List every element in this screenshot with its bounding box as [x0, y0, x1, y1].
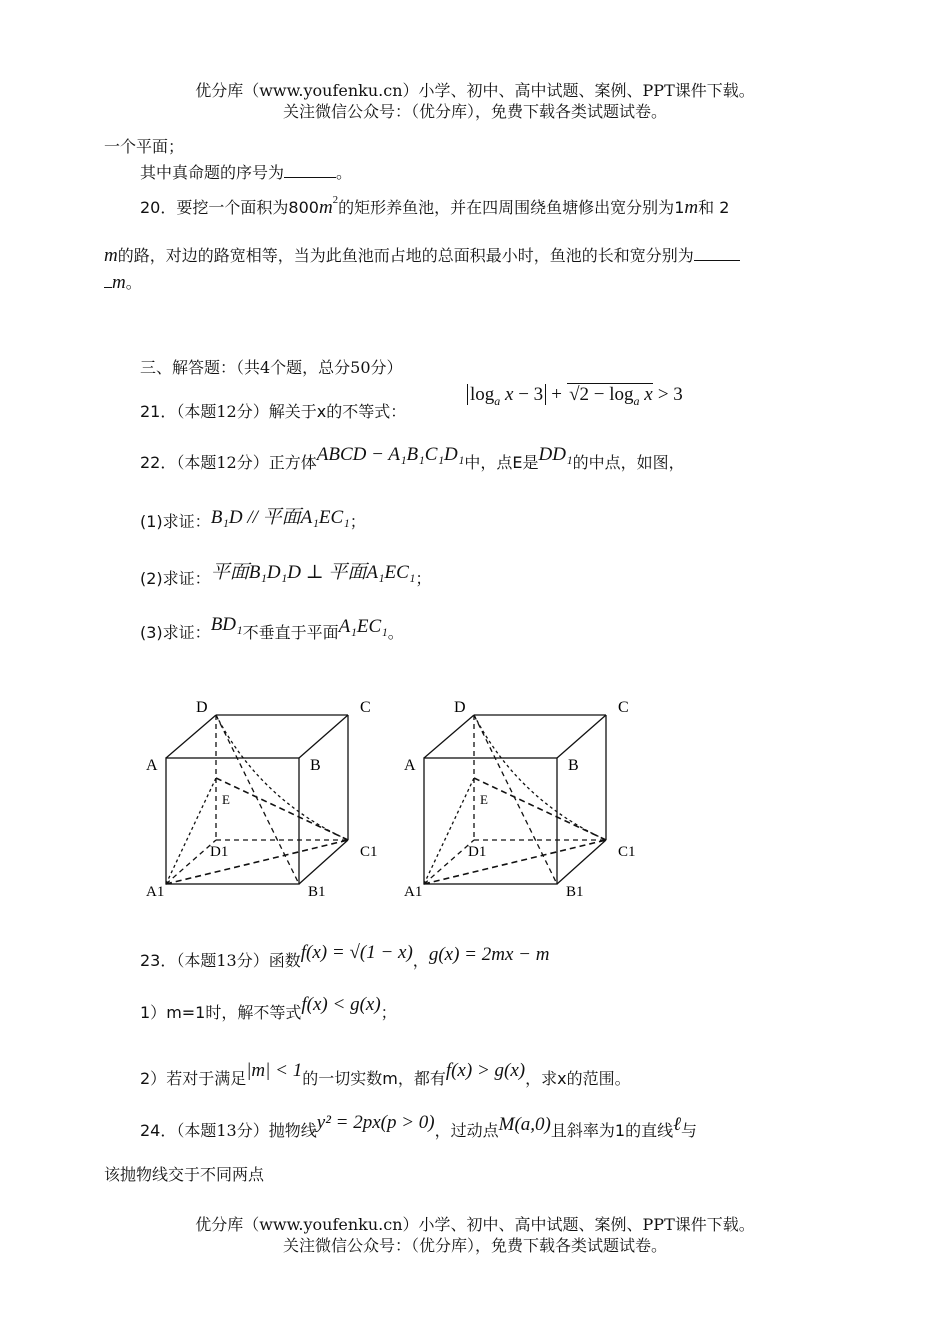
label-C: C	[618, 699, 629, 716]
q21-minus3: − 3	[518, 384, 544, 405]
q22-part3	[140, 614, 404, 644]
page-footer-line2: 关注微信公众号：（优分库），免费下载各类试题试卷。	[282, 1236, 667, 1255]
label-D: D	[196, 699, 208, 716]
q22-p1-label: (1)	[140, 512, 163, 531]
q23-stem	[140, 942, 550, 972]
q20-text4: 的路，对边的路宽相等，当为此鱼池而占地的总面积最小时，鱼池的长和宽分别为	[117, 246, 694, 265]
q19-prompt: 其中真命题的序号为	[140, 163, 285, 182]
label-D: D	[454, 699, 466, 716]
cube-drawing	[166, 715, 348, 884]
q24-text1: 抛物线	[268, 1121, 317, 1140]
label-D1: D1	[210, 844, 229, 860]
q20-unit-m4: m	[112, 272, 126, 293]
q23-p2-text4: ，求	[525, 1069, 558, 1088]
q23-p2-m: m	[382, 1069, 398, 1088]
q24-text2: ，过动点	[434, 1121, 499, 1140]
q20-answer-blank[interactable]	[694, 246, 740, 261]
label-C1: C1	[618, 844, 636, 860]
q24-text5: 与	[681, 1121, 698, 1140]
q21-text: 解关于	[268, 402, 317, 421]
q23-p2-text1: 若对于满足	[166, 1069, 247, 1088]
q23-p1-end: ；	[380, 1003, 397, 1022]
q20-width2: 2	[719, 198, 730, 217]
q22-p2-end: ；	[415, 569, 432, 588]
q22-cube: ABCD − A₁B₁C₁D₁	[316, 444, 465, 465]
q22-stem	[140, 444, 685, 474]
q22-text2: 中，点	[464, 453, 513, 472]
q22-p3-label: (3)	[140, 623, 163, 642]
q21-root: 2 − log	[579, 384, 634, 405]
q23-p2-text3: ，都有	[397, 1069, 446, 1088]
q23-p2-cond: |m| < 1	[246, 1060, 303, 1081]
q23-score: （本题13分）	[176, 951, 269, 970]
q24-parabola: y² = 2px(p > 0)	[316, 1112, 435, 1133]
label-D1: D1	[468, 844, 487, 860]
label-E: E	[480, 792, 488, 807]
cube-drawing	[424, 715, 606, 884]
q20-text5: 。	[125, 273, 142, 292]
q21-abs	[467, 384, 546, 408]
q23-comma: ，	[412, 951, 429, 970]
q22-p3-text: 求证：	[162, 623, 211, 642]
label-E: E	[222, 792, 230, 807]
label-B1: B1	[566, 884, 584, 900]
q20-area: 800	[288, 198, 319, 217]
q20-line3	[104, 270, 142, 294]
section-3-title: 三、解答题：（共4个题，总分50分）	[140, 358, 403, 377]
q21-var: x	[316, 402, 327, 421]
q21-x2: x	[644, 384, 653, 405]
q20-width1: 1	[674, 198, 685, 217]
q21-formula	[467, 384, 683, 409]
page-header-line2: 关注微信公众号：（优分库），免费下载各类试题试卷。	[282, 102, 667, 121]
q22-p3-math1: BD₁	[210, 614, 243, 635]
q22-part2	[140, 563, 431, 590]
q19-answer-blank[interactable]	[284, 163, 336, 178]
q22-p2-label: (2)	[140, 569, 163, 588]
cube-figure-right	[404, 699, 636, 900]
q22-p2-math: 平面B₁D₁D ⊥ 平面A₁EC₁	[210, 562, 416, 583]
q23-part2	[140, 1060, 631, 1090]
q19-continuation: 一个平面；	[104, 137, 185, 156]
label-B1: B1	[308, 884, 326, 900]
q22-text3: 是	[522, 453, 539, 472]
q23-number: 23．	[140, 951, 177, 970]
q22-segment: DD₁	[538, 444, 573, 465]
q20-line2	[104, 243, 740, 267]
q22-number: 22．	[140, 453, 177, 472]
q22-p3-math2: A₁EC₁	[338, 616, 388, 637]
q21-base: a	[494, 393, 501, 408]
q21-score: （本题12分）	[176, 402, 269, 421]
q20-text3: 和	[698, 198, 715, 217]
q23-p1-math: f(x) < g(x)	[301, 994, 381, 1015]
q22-point-e: E	[512, 453, 523, 472]
q22-p1-end: ；	[349, 512, 366, 531]
q20-text1: 要挖一个面积为	[176, 198, 289, 217]
q21-number: 21．	[140, 402, 177, 421]
q23-p1-m: m=1	[166, 1003, 206, 1022]
label-A: A	[146, 757, 158, 774]
q20-unit-m3: m	[104, 245, 118, 266]
q23-p2-x: x	[557, 1069, 567, 1088]
q21-gt: > 3	[657, 384, 683, 405]
q24-text3: 且斜率为	[550, 1121, 615, 1140]
q20-line1	[140, 194, 729, 219]
q23-part1	[140, 994, 397, 1024]
q23-p1-label: 1）	[140, 1003, 167, 1022]
cube-figures	[130, 690, 650, 910]
q20-unit-m: m	[318, 197, 333, 218]
q23-p2-label: 2）	[140, 1069, 167, 1088]
q22-p1-math: B₁D // 平面A₁EC₁	[210, 507, 350, 528]
q19-answer-line	[140, 160, 352, 183]
q24-point: M(a,0)	[498, 1114, 551, 1135]
q21-x: x	[505, 384, 514, 405]
q22-p1-text: 求证：	[162, 512, 211, 531]
q22-text4: 的中点，如图，	[572, 453, 685, 472]
q24-text4: 的直线	[625, 1121, 674, 1140]
q22-p2-text: 求证：	[162, 569, 211, 588]
q21-log: log	[470, 384, 495, 405]
label-A1: A1	[404, 884, 423, 900]
label-B: B	[568, 757, 579, 774]
q23-f: f(x) = √(1 − x)	[300, 942, 413, 963]
q21-plus: +	[551, 384, 562, 405]
q23-p1-text: 时，解不等式	[205, 1003, 302, 1022]
q22-p3-end: 。	[387, 623, 404, 642]
q24-number: 24．	[140, 1121, 177, 1140]
label-B: B	[310, 757, 321, 774]
q24-score: （本题13分）	[176, 1121, 269, 1140]
q21-base2: a	[633, 393, 640, 408]
q24-continuation: 该抛物线交于不同两点	[104, 1165, 265, 1184]
q21-sqrt: $√2 - \log_a x$	[569, 384, 653, 408]
q22-score: （本题12分）	[176, 453, 269, 472]
q23-text1: 函数	[268, 951, 301, 970]
q22-p3-mid: 不垂直于平面	[242, 623, 339, 642]
q22-text1: 正方体	[268, 453, 317, 472]
q23-g: g(x) = 2mx − m	[428, 944, 550, 965]
q24-stem	[140, 1112, 698, 1142]
q21-text2: 的不等式：	[326, 402, 407, 421]
q20-unit-exp: 2	[332, 194, 339, 206]
label-C: C	[360, 699, 371, 716]
page-header-line1: 优分库（www.youfenku.cn）小学、初中、高中试题、案例、PPT课件下载。	[195, 81, 755, 100]
q23-p2-text2: 的一切实数	[302, 1069, 383, 1088]
q20-unit-m2: m	[684, 197, 699, 218]
page-footer-line1: 优分库（www.youfenku.cn）小学、初中、高中试题、案例、PPT课件下载。	[195, 1215, 755, 1234]
q20-text2: 的矩形养鱼池，并在四周围绕鱼塘修出宽分别为	[338, 198, 675, 217]
q21	[140, 399, 406, 422]
q24-line: ℓ	[673, 1114, 682, 1135]
label-A1: A1	[146, 884, 165, 900]
q20-answer-blank-cont[interactable]	[104, 273, 112, 288]
q23-p2-math: f(x) > g(x)	[445, 1060, 526, 1081]
q20-number: 20．	[140, 198, 177, 217]
label-A: A	[404, 757, 416, 774]
cube-figure-left	[146, 699, 378, 900]
q24-slope: 1	[614, 1121, 626, 1140]
label-C1: C1	[360, 844, 378, 860]
q19-end: 。	[336, 163, 353, 182]
q22-part1	[140, 506, 366, 533]
q23-p2-text5: 的范围。	[566, 1069, 631, 1088]
